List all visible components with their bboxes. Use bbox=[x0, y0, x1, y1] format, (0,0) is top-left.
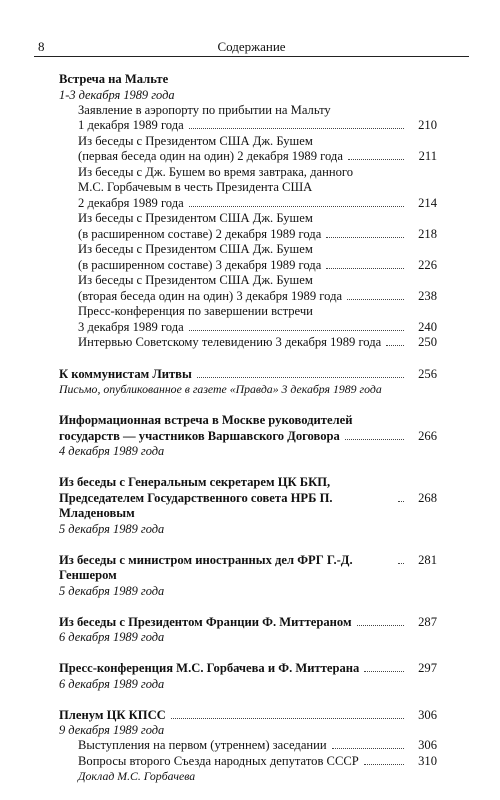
section-date: 4 декабря 1989 года bbox=[59, 444, 165, 458]
section-title[interactable]: Информационная встреча в Москве руководителей государств — участников Варшавского Договора 266 bbox=[59, 413, 437, 443]
toc-entry[interactable]: Из беседы с Президентом США Дж. Бушем (в расширенном составе) 3 декабря 1989 года 226 bbox=[78, 242, 437, 272]
section-date: 5 декабря 1989 года bbox=[59, 583, 165, 598]
entry-text: (вторая беседа один на один) 3 декабря 1989 года bbox=[78, 288, 343, 303]
toc-entry[interactable]: Из беседы с Президентом США Дж. Бушем (вторая беседа один на один) 3 декабря 1989 года 238 bbox=[78, 273, 437, 303]
toc-entry[interactable]: Из беседы с Дж. Бушем во время завтрака, данного М.С. Горбачевым в честь Президента США 2 декабря 1989 года 214 bbox=[78, 164, 437, 210]
section-title[interactable]: Пленум ЦК КПСС 306 bbox=[59, 707, 437, 722]
toc-entry[interactable]: Заявление в аэропорту по прибытии на Мальту 1 декабря 1989 года 210 bbox=[78, 102, 437, 132]
leader-dots bbox=[357, 625, 404, 626]
entry-page: 306 bbox=[418, 738, 437, 752]
entry-page: 310 bbox=[418, 753, 437, 768]
entry-text: (в расширенном составе) 2 декабря 1989 года bbox=[78, 226, 322, 241]
leader-dots bbox=[326, 237, 404, 238]
toc-entry[interactable] bbox=[59, 335, 437, 351]
leader-dots bbox=[398, 563, 404, 564]
toc-entry[interactable] bbox=[59, 754, 437, 770]
section-title[interactable]: Из беседы с министром иностранных дел ФРГ Г.-Д. Геншером 281 bbox=[59, 552, 437, 582]
entry-page: 214 bbox=[418, 195, 437, 210]
toc-section-plenum bbox=[59, 708, 437, 785]
leader-dots bbox=[364, 764, 404, 765]
toc-entry[interactable] bbox=[59, 738, 437, 754]
running-title: Содержание bbox=[217, 39, 286, 54]
section-page: 297 bbox=[418, 661, 437, 675]
entry-page: 218 bbox=[418, 226, 437, 241]
toc-section-malta bbox=[59, 72, 437, 351]
toc-section-bulgaria bbox=[59, 475, 437, 537]
leader-dots bbox=[347, 299, 404, 300]
entry-text: 1 декабря 1989 года bbox=[78, 118, 184, 132]
entry-text: (в расширенном составе) 3 декабря 1989 года bbox=[78, 257, 322, 272]
section-date: 9 декабря 1989 года bbox=[59, 723, 165, 737]
section-date: 1-3 декабря 1989 года bbox=[59, 87, 175, 102]
leader-dots bbox=[348, 159, 404, 160]
toc-section-press-conference bbox=[59, 661, 437, 692]
leader-dots bbox=[171, 718, 404, 719]
entry-page: 210 bbox=[418, 118, 437, 132]
entry-text: (первая беседа один на один) 2 декабря 1989 года bbox=[78, 149, 343, 163]
section-date: 6 декабря 1989 года bbox=[59, 676, 165, 691]
entry-page: 250 bbox=[418, 335, 437, 349]
leader-dots bbox=[326, 268, 404, 269]
leader-dots bbox=[197, 377, 404, 378]
leader-dots bbox=[386, 345, 404, 346]
toc-entry[interactable]: Пресс-конференция по завершении встречи 3 декабря 1989 года 240 bbox=[78, 304, 437, 334]
leader-dots bbox=[345, 439, 404, 440]
toc-section-warsaw-pact bbox=[59, 413, 437, 459]
leader-dots bbox=[189, 206, 404, 207]
entry-page: 226 bbox=[418, 257, 437, 272]
leader-dots bbox=[189, 330, 404, 331]
toc-section-genscher bbox=[59, 553, 437, 599]
entry-page: 240 bbox=[418, 319, 437, 334]
section-title[interactable]: Встреча на Мальте bbox=[59, 72, 169, 86]
section-title[interactable]: Пресс-конференция М.С. Горбачева и Ф. Миттерана 297 bbox=[59, 661, 437, 675]
section-page: 287 bbox=[418, 614, 437, 629]
entry-text: Интервью Советскому телевидению 3 декабря 1989 года bbox=[78, 335, 382, 349]
entry-page: 238 bbox=[418, 288, 437, 303]
section-page: 306 bbox=[418, 707, 437, 722]
section-page: 268 bbox=[418, 490, 437, 505]
leader-dots bbox=[364, 671, 404, 672]
entry-note: Доклад М.С. Горбачева bbox=[78, 769, 196, 783]
page-number: 8 bbox=[38, 39, 45, 54]
leader-dots bbox=[189, 128, 404, 129]
toc-section-mitterrand bbox=[59, 615, 437, 646]
section-title[interactable]: К коммунистам Литвы 256 bbox=[59, 366, 437, 381]
leader-dots bbox=[398, 501, 404, 502]
entry-text: 2 декабря 1989 года bbox=[78, 195, 184, 210]
section-title[interactable]: Из беседы с Президентом Франции Ф. Миттераном 287 bbox=[59, 614, 437, 629]
section-note: Письмо, опубликованное в газете «Правда» 3 декабря 1989 года bbox=[59, 382, 382, 396]
entry-page: 211 bbox=[418, 149, 437, 163]
section-page: 266 bbox=[418, 428, 437, 443]
entry-text: 3 декабря 1989 года bbox=[78, 319, 184, 334]
section-date: 6 декабря 1989 года bbox=[59, 630, 165, 644]
toc-section-lithuania bbox=[59, 367, 437, 398]
leader-dots bbox=[332, 748, 404, 749]
entry-text: Вопросы второго Съезда народных депутатов СССР bbox=[78, 753, 359, 768]
page-header bbox=[34, 36, 469, 57]
section-date: 5 декабря 1989 года bbox=[59, 521, 165, 536]
section-page: 256 bbox=[418, 366, 437, 381]
section-title[interactable]: Из беседы с Генеральным секретарем ЦК БКП, Председателем Государственного совета НРБ П. Младеновым 268 bbox=[59, 475, 437, 520]
toc-entry[interactable]: Из беседы с Президентом США Дж. Бушем (в расширенном составе) 2 декабря 1989 года 218 bbox=[78, 211, 437, 241]
table-of-contents bbox=[59, 72, 437, 800]
toc-entry[interactable]: Из беседы с Президентом США Дж. Бушем (первая беседа один на один) 2 декабря 1989 года 211 bbox=[78, 133, 437, 163]
section-page: 281 bbox=[418, 552, 437, 567]
entry-text: Выступления на первом (утреннем) заседании bbox=[78, 738, 327, 752]
